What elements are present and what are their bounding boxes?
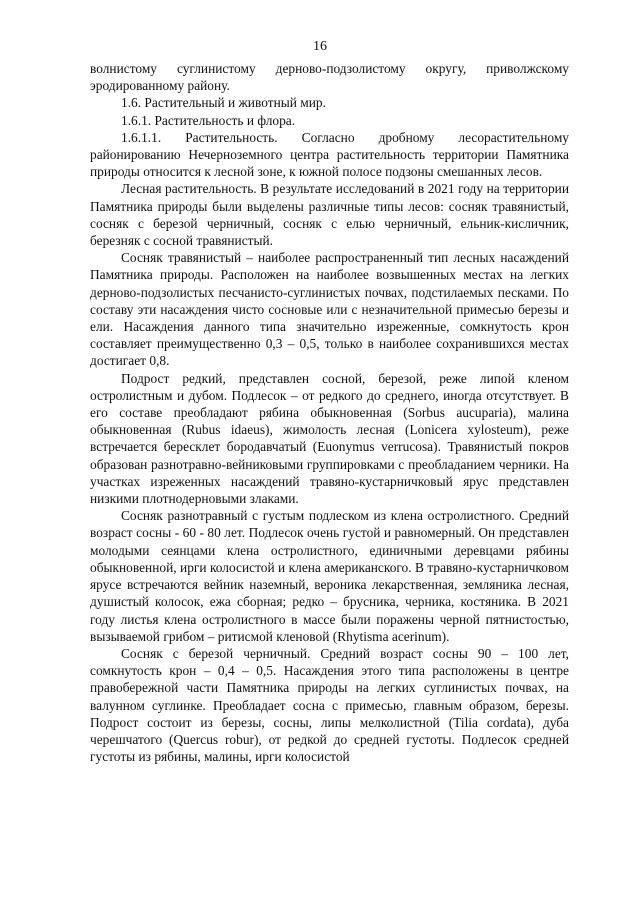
- paragraph: 1.6.1.1. Растительность. Согласно дробному лесорастительному районированию Нечерноземного центра растительность территории Памятника природы относится к лесной зоне, к южной полосе подзоны смешанных лесов.: [90, 129, 569, 180]
- subsection-heading: 1.6.1. Растительность и флора.: [121, 112, 296, 128]
- document-body: [90, 60, 569, 765]
- paragraph: Лесная растительность. В результате исследований в 2021 году на территории Памятника природы были выделены различные типы лесов: сосняк травянистый, сосняк с березой черничный, сосняк с елью черничный, ельник-кисличник, березняк с сосной травянистый.: [90, 181, 569, 249]
- paragraph: Сосняк с березой черничный. Средний возраст сосны 90 – 100 лет, сомкнутость крон – 0,4 – 0,5. Насаждения этого типа расположены в центре правобережной части Памятника природы на легких суглинистых почвах, на валунном суглинке. Преобладает сосна с примесью, главным образом, березы. Подрост состоит из березы, сосны, липы мелколистной (Tilia cordata), дуба черешчатого (Quercus robur), от редкой до средней густоты. Подлесок средней густоты из рябины, малины, ирги колосистой: [90, 645, 569, 765]
- paragraph: Подрост редкий, представлен сосной, березой, реже липой кленом остролистным и дубом. Подлесок – от редкого до среднего, иногда отсутствует. В его составе преобладают рябина обыкновенная (Sorbus aucuparia), малина обыкновенная (Rubus idaeus), жимолость лесная (Lonicera xylosteum), реже встречается бересклет бородавчатый (Euonymus verrucosa). Травянистый покров образован разнотравно-вейниковыми группировками с преобладанием черники. На участках изреженных насаждений травяно-кустарничковый ярус представлен низкими плотнодерновыми злаками.: [90, 370, 569, 507]
- paragraph: Сосняк травянистый – наиболее распространенный тип лесных насаждений Памятника природы. Расположен на наиболее возвышенных местах на легких дерново-подзолистых песчанисто-суглинистых почвах, подстилаемых песками. По составу эти насаждения чисто сосновые или с незначительной примесью березы и ели. Насаждения данного типа значительно изреженные, сомкнутость крон составляет преимущественно 0,3 – 0,5, только в наиболее сохранившихся местах достигает 0,8.: [90, 250, 569, 369]
- paragraph: Сосняк разнотравный с густым подлеском из клена остролистного. Средний возраст сосны - 60 - 80 лет. Подлесок очень густой и равномерный. Он представлен молодыми сеянцами клена остролистного, единичными деревцами рябины обыкновенной, ирги колосистой и клена американского. В травяно-кустарничковом ярусе встречаются вейник наземный, вероника лекарственная, земляника лесная, душистый колосок, ежа сборная; редко – брусника, черника, костяника. В 2021 году листья клена остролистного в массе были поражены черной пятнистостью, вызываемой грибом – ритисмой кленовой (Rhytisma acerinum).: [90, 508, 569, 644]
- section-heading: 1.6. Растительный и животный мир.: [121, 95, 326, 111]
- paragraph: волнистому суглинистому дерново-подзолистому округу, приволжскому эродированному району.: [90, 61, 569, 94]
- page-number: 16: [313, 39, 327, 54]
